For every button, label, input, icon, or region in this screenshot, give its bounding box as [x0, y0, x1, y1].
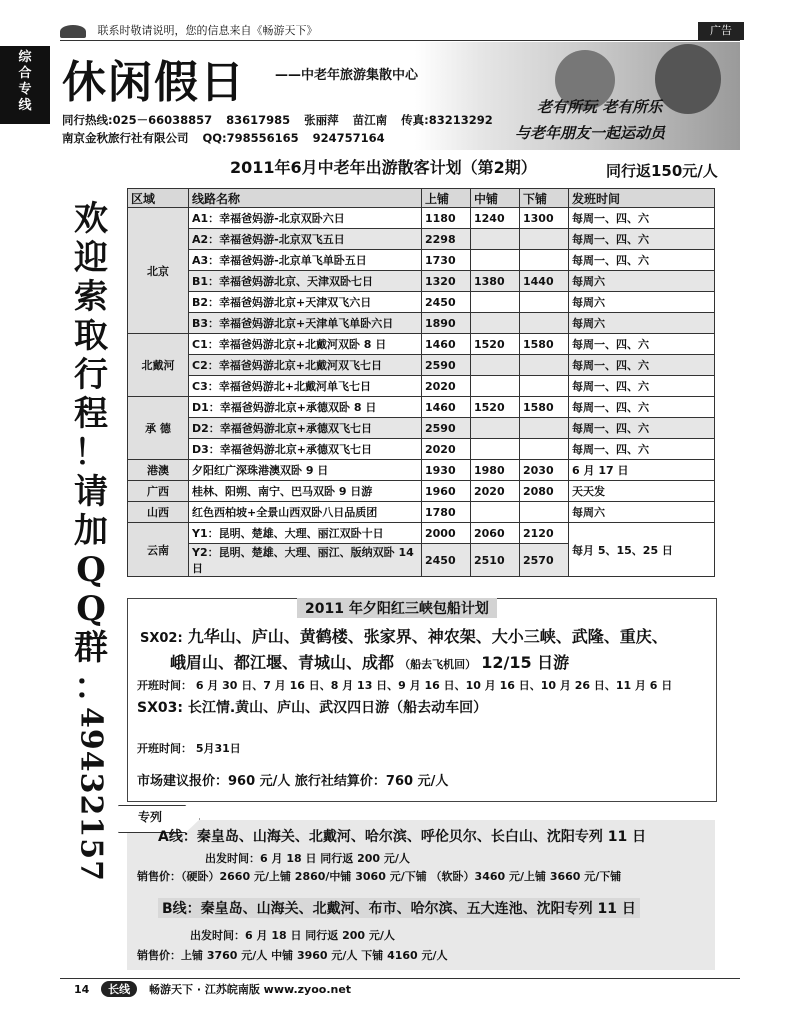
table-row [128, 313, 715, 334]
lower-price-cell: 1440 [520, 271, 569, 292]
lower-price-cell [520, 250, 569, 271]
sx02-line-2 [170, 650, 569, 673]
upper-price-cell: 2450 [422, 292, 471, 313]
table-row [128, 502, 715, 523]
invite-char: ： [74, 667, 108, 707]
upper-price-cell: 1320 [422, 271, 471, 292]
sanxia-title: 2011 年夕阳红三峡包船计划 [297, 598, 497, 618]
schedule-table [127, 188, 715, 577]
rebate-text: 同行返150元/人 [606, 162, 718, 180]
upper-price-cell: 1180 [422, 208, 471, 229]
upper-price-cell: 1960 [422, 481, 471, 502]
departure-cell: 每周六 [569, 313, 715, 334]
departure-cell: 每周一、四、六 [569, 418, 715, 439]
departure-cell: 每周一、四、六 [569, 334, 715, 355]
invite-char: 加 [74, 511, 108, 551]
man-photo [655, 44, 721, 114]
top-notice-bar [60, 22, 740, 41]
table-row [128, 397, 715, 418]
invite-char: Q [76, 550, 106, 590]
route-cell: 红色西柏坡+全景山西双卧八日品质团 [189, 502, 422, 523]
invite-char: 行 [74, 355, 108, 395]
brand-title: 休闲假日 [62, 57, 246, 108]
route-cell: 桂林、阳朔、南宁、巴马双卧 9 日游 [189, 481, 422, 502]
upper-price-cell: 2590 [422, 418, 471, 439]
middle-price-cell: 1380 [471, 271, 520, 292]
invite-char: 程 [74, 394, 108, 434]
middle-price-cell: 2060 [471, 523, 520, 544]
col-middle: 中铺 [471, 189, 520, 208]
section-tag-char: 综 [18, 50, 32, 65]
route-cell: C1：幸福爸妈游北京+北戴河双卧 8 日 [189, 334, 422, 355]
table-row [128, 439, 715, 460]
sx03-dates: 开班时间： 5月31日 [137, 742, 241, 755]
middle-price-cell: 1520 [471, 334, 520, 355]
middle-price-cell [471, 502, 520, 523]
col-lower: 下铺 [520, 189, 569, 208]
lower-price-cell: 1580 [520, 397, 569, 418]
contact-person-2: 苗江南 [352, 113, 388, 127]
lower-price-cell [520, 355, 569, 376]
section-tag [0, 46, 50, 124]
upper-price-cell: 2020 [422, 439, 471, 460]
section-tag-char: 线 [18, 98, 32, 113]
lower-price-cell [520, 229, 569, 250]
sanxia-price: 市场建议报价：960 元/人 旅行社结算价：760 元/人 [137, 774, 449, 789]
contact-fax: 传真:83213292 [401, 113, 493, 127]
upper-price-cell: 1890 [422, 313, 471, 334]
table-row [128, 355, 715, 376]
departure-cell: 天天发 [569, 481, 715, 502]
invite-char: 欢 [74, 199, 108, 239]
route-cell: C3：幸福爸妈游北+北戴河单飞七日 [189, 376, 422, 397]
brand-subtitle: ——中老年旅游集散中心 [275, 68, 419, 83]
sx02-dates: 开班时间： 6 月 30 日、7 月 16 日、8 月 13 日、9 月 16 日、10 月 16 日、10 月 26 日、11 月 6 日 [137, 679, 673, 692]
table-row [128, 523, 715, 544]
table-header-row [128, 189, 715, 208]
departure-cell: 6 月 17 日 [569, 460, 715, 481]
invite-char: 迎 [74, 238, 108, 278]
table-row [128, 376, 715, 397]
upper-price-cell: 1460 [422, 334, 471, 355]
lower-price-cell [520, 439, 569, 460]
region-cell: 云南 [128, 523, 189, 577]
upper-price-cell: 1780 [422, 502, 471, 523]
route-cell: D2：幸福爸妈游北京+承德双飞七日 [189, 418, 422, 439]
middle-price-cell [471, 376, 520, 397]
lower-price-cell: 2080 [520, 481, 569, 502]
departure-cell: 每周一、四、六 [569, 439, 715, 460]
middle-price-cell [471, 229, 520, 250]
invite-char: Q [76, 589, 106, 629]
upper-price-cell: 2298 [422, 229, 471, 250]
a-line-route: A线：秦皇岛、山海关、北戴河、哈尔滨、呼伦贝尔、长白山、沈阳专列 11 日 [158, 829, 647, 845]
route-cell: Y2：昆明、楚雄、大理、丽江、版纳双卧 14 日 [189, 544, 422, 577]
contact-line-2 [62, 130, 399, 146]
middle-price-cell [471, 313, 520, 334]
col-route: 线路名称 [189, 189, 422, 208]
sx02-route-2: 峨眉山、都江堰、青城山、成都 [170, 653, 395, 672]
middle-price-cell: 2510 [471, 544, 520, 577]
sx02-code: SX02: [140, 631, 183, 646]
departure-cell: 每周一、四、六 [569, 250, 715, 271]
upper-price-cell: 2020 [422, 376, 471, 397]
table-row [128, 481, 715, 502]
sx02-days: 12/15 日游 [481, 653, 570, 672]
upper-price-cell: 2590 [422, 355, 471, 376]
route-cell: D1：幸福爸妈游北京+承德双卧 8 日 [189, 397, 422, 418]
lower-price-cell [520, 418, 569, 439]
lower-price-cell: 1300 [520, 208, 569, 229]
page-footer [60, 978, 740, 997]
contact-hotline: 同行热线:025－66038857 [62, 113, 213, 127]
col-region: 区域 [128, 189, 189, 208]
region-cell: 广西 [128, 481, 189, 502]
middle-price-cell [471, 355, 520, 376]
region-cell: 山西 [128, 502, 189, 523]
middle-price-cell [471, 292, 520, 313]
departure-cell: 每周一、四、六 [569, 208, 715, 229]
upper-price-cell: 2000 [422, 523, 471, 544]
col-upper: 上铺 [422, 189, 471, 208]
b-line-price: 销售价：上铺 3760 元/人 中铺 3960 元/人 下铺 4160 元/人 [137, 949, 448, 962]
route-cell: 夕阳红广深珠港澳双卧 9 日 [189, 460, 422, 481]
invite-char: ！ [74, 433, 108, 473]
section-pill: 长线 [101, 981, 137, 997]
sx02-route-1: 九华山、庐山、黄鹤楼、张家界、神农架、大小三峡、武隆、重庆、 [187, 627, 668, 646]
table-row [128, 292, 715, 313]
page-number: 14 [74, 983, 90, 996]
departure-cell: 每周一、四、六 [569, 376, 715, 397]
magazine-logo-icon [60, 25, 86, 38]
invite-char: 群 [74, 628, 108, 668]
table-row [128, 208, 715, 229]
region-cell: 承 德 [128, 397, 189, 460]
departure-cell: 每周一、四、六 [569, 397, 715, 418]
ad-tag: 广告 [698, 22, 744, 40]
middle-price-cell [471, 439, 520, 460]
route-cell: A1：幸福爸妈游-北京双卧六日 [189, 208, 422, 229]
slogan-1: 老有所玩 老有所乐 [537, 98, 663, 116]
departure-cell: 每周六 [569, 502, 715, 523]
sx03-route: SX03: 长江情.黄山、庐山、武汉四日游（船去动车回） [137, 700, 488, 716]
contact-person-1: 张丽萍 [304, 113, 339, 127]
sx02-note: （船去飞机回） [399, 658, 477, 671]
middle-price-cell [471, 250, 520, 271]
route-cell: B1：幸福爸妈游北京、天津双卧七日 [189, 271, 422, 292]
table-row [128, 250, 715, 271]
region-cell: 北戴河 [128, 334, 189, 397]
table-row [128, 418, 715, 439]
upper-price-cell: 1730 [422, 250, 471, 271]
notice-text: 联系时敬请说明，您的信息来自《畅游天下》 [97, 24, 318, 37]
middle-price-cell [471, 418, 520, 439]
b-line-route: B线：秦皇岛、山海关、北戴河、布市、哈尔滨、五大连池、沈阳专列 11 日 [158, 898, 640, 918]
lower-price-cell: 2120 [520, 523, 569, 544]
invite-char: 请 [74, 472, 108, 512]
table-row [128, 334, 715, 355]
departure-cell: 每周六 [569, 292, 715, 313]
middle-price-cell: 1520 [471, 397, 520, 418]
invite-char: 索 [74, 277, 108, 317]
upper-price-cell: 2450 [422, 544, 471, 577]
departure-cell: 每周六 [569, 271, 715, 292]
lower-price-cell: 1580 [520, 334, 569, 355]
route-cell: A2：幸福爸妈游-北京双飞五日 [189, 229, 422, 250]
region-cell: 港澳 [128, 460, 189, 481]
qq-group-invite [60, 200, 122, 882]
slogan-2: 与老年朋友一起运动员 [515, 124, 666, 142]
invite-char: 取 [74, 316, 108, 356]
sx02-line-1 [140, 624, 668, 647]
invite-char: 49432157 [73, 707, 109, 882]
special-tag: 专列 [138, 810, 163, 824]
seniors-photo [415, 42, 740, 150]
route-cell: C2：幸福爸妈游北京+北戴河双飞七日 [189, 355, 422, 376]
lower-price-cell [520, 292, 569, 313]
table-row [128, 460, 715, 481]
table-row [128, 229, 715, 250]
lower-price-cell [520, 313, 569, 334]
lower-price-cell: 2030 [520, 460, 569, 481]
plan-title: 2011年6月中老年出游散客计划（第2期） [230, 158, 537, 177]
route-cell: A3：幸福爸妈游-北京单飞单卧五日 [189, 250, 422, 271]
contact-line-1 [62, 112, 507, 128]
route-cell: Y1：昆明、楚雄、大理、丽江双卧十日 [189, 523, 422, 544]
departure-cell: 每周一、四、六 [569, 355, 715, 376]
footer-text: 畅游天下 · 江苏皖南版 www.zyoo.net [149, 983, 352, 996]
qq-1: QQ:798556165 [202, 131, 299, 145]
departure-cell: 每周一、四、六 [569, 229, 715, 250]
company-name: 南京金秋旅行社有限公司 [62, 131, 189, 145]
middle-price-cell: 1240 [471, 208, 520, 229]
region-cell: 北京 [128, 208, 189, 334]
route-cell: D3：幸福爸妈游北京+承德双飞七日 [189, 439, 422, 460]
middle-price-cell: 2020 [471, 481, 520, 502]
lower-price-cell: 2570 [520, 544, 569, 577]
lower-price-cell [520, 376, 569, 397]
a-line-departure: 出发时间：6 月 18 日 同行返 200 元/人 [205, 852, 410, 865]
table-row [128, 271, 715, 292]
route-cell: B3：幸福爸妈游北京+天津单飞单卧六日 [189, 313, 422, 334]
lower-price-cell [520, 502, 569, 523]
contact-phone-2: 83617985 [226, 113, 291, 127]
route-cell: B2：幸福爸妈游北京+天津双飞六日 [189, 292, 422, 313]
upper-price-cell: 1930 [422, 460, 471, 481]
b-line-departure: 出发时间：6 月 18 日 同行返 200 元/人 [190, 929, 395, 942]
qq-2: 924757164 [312, 131, 385, 145]
middle-price-cell: 1980 [471, 460, 520, 481]
col-departure: 发班时间 [569, 189, 715, 208]
upper-price-cell: 1460 [422, 397, 471, 418]
a-line-price: 销售价：（硬卧）2660 元/上铺 2860/中铺 3060 元/下铺 （软卧）3460 元/上铺 3660 元/下铺 [137, 870, 622, 883]
section-tag-char: 专 [18, 82, 32, 97]
departure-cell: 每月 5、15、25 日 [569, 523, 715, 577]
section-tag-char: 合 [18, 66, 32, 81]
